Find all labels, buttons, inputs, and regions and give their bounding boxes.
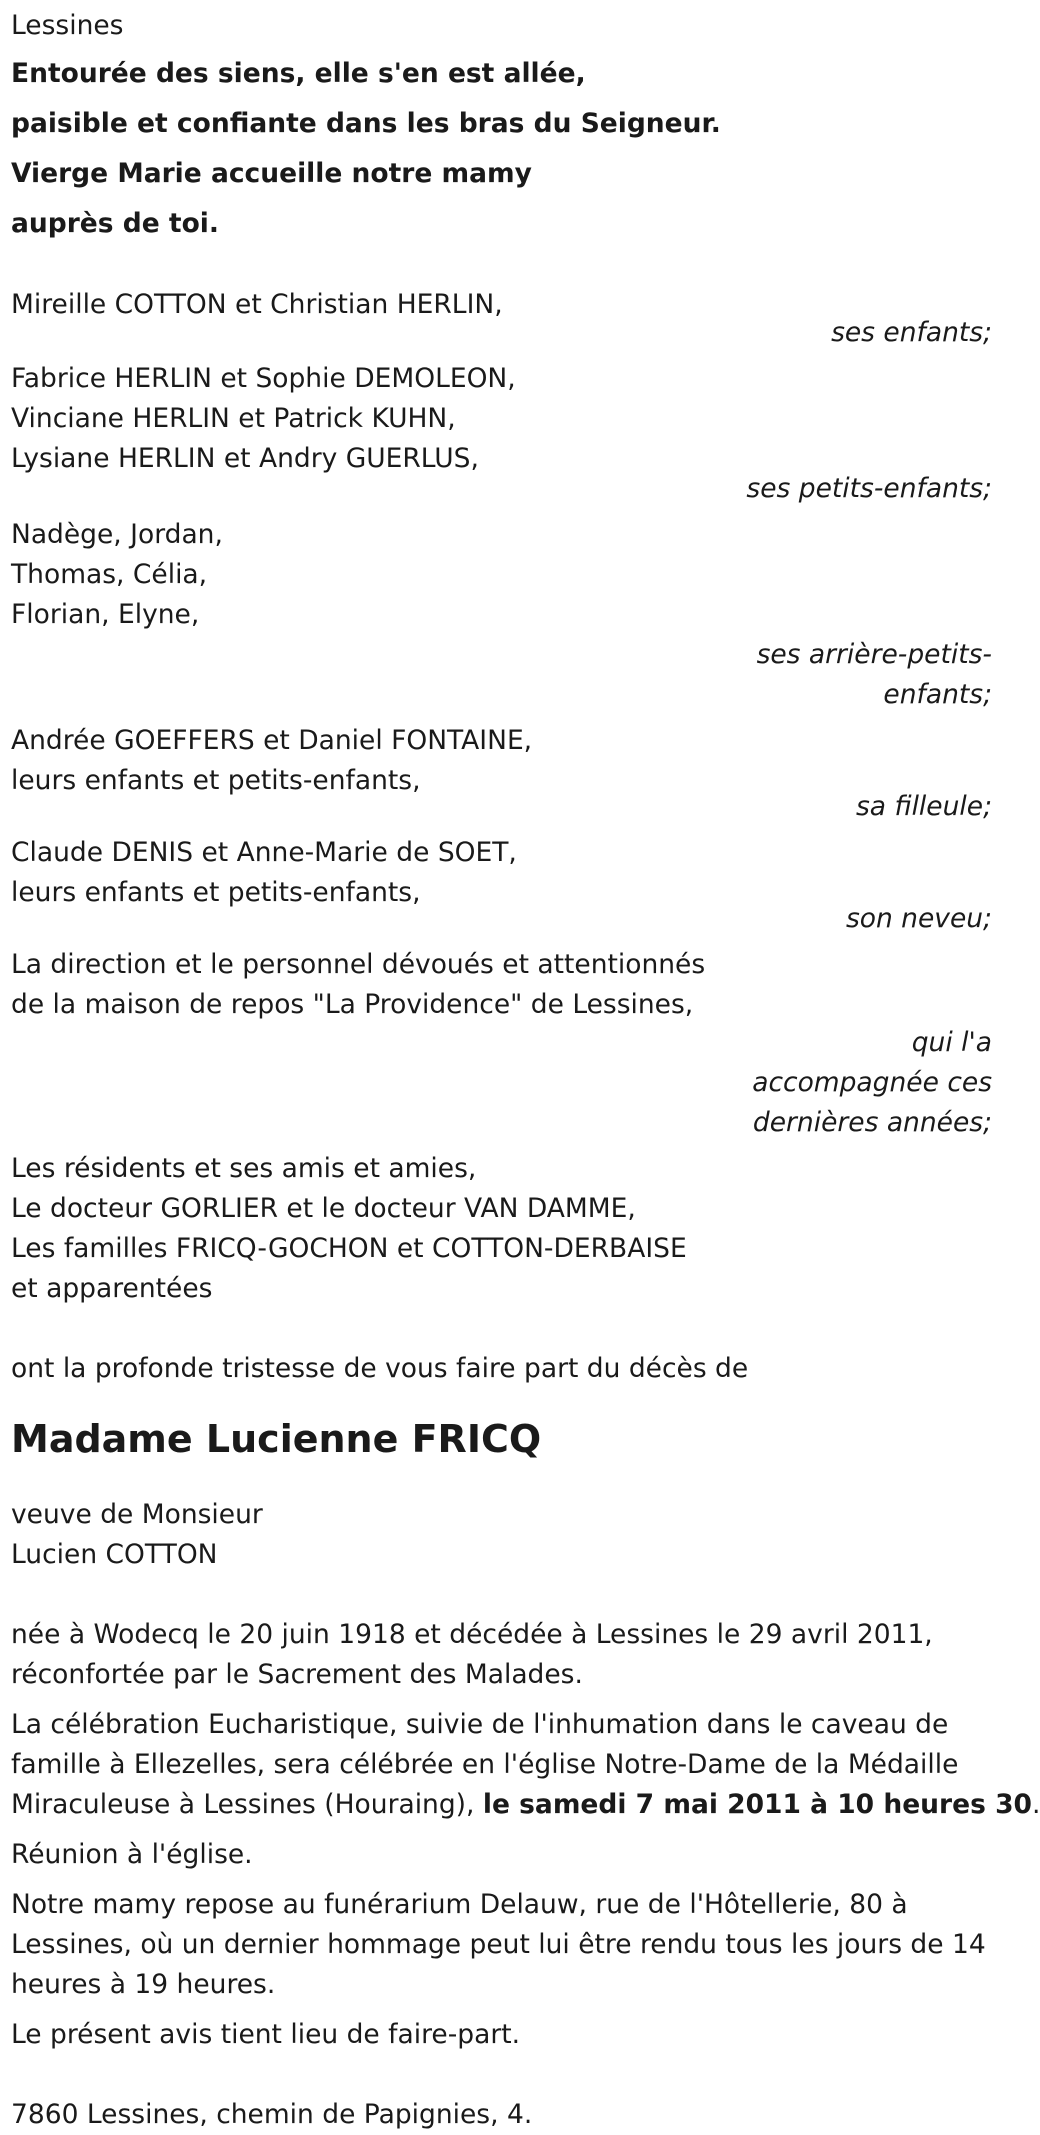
announcement-text: ont la profonde tristesse de vous faire part du décès de: [11, 1353, 749, 1384]
relation-label: dernières années;: [752, 1107, 992, 1138]
family-names: Nadège, Jordan,: [11, 519, 223, 550]
address-text: 7860 Lessines, chemin de Papignies, 4.: [11, 2099, 533, 2130]
deceased-name: Madame Lucienne FRICQ: [11, 1417, 542, 1461]
ceremony-place: Miraculeuse à Lessines (Houraing),: [11, 1789, 483, 1820]
verse-line: Vierge Marie accueille notre mamy: [11, 158, 532, 189]
notice-text: Le présent avis tient lieu de faire-part.: [11, 2019, 521, 2050]
family-group-grandchildren: [11, 359, 992, 504]
family-names: Lysiane HERLIN et Andry GUERLUS,: [11, 443, 479, 474]
ceremony-paragraph: [11, 1705, 1040, 1825]
verse-line: auprès de toi.: [11, 208, 219, 239]
obituary-document: [0, 6, 1040, 2130]
family-group-great-grandchildren: [11, 515, 992, 715]
relation-label: son neveu;: [845, 903, 992, 934]
rest-line: Notre mamy repose au funérarium Delauw, rue de l'Hôtellerie, 80 à: [11, 1889, 908, 1920]
relation-label: accompagnée ces: [752, 1067, 992, 1098]
family-names: et apparentées: [11, 1273, 213, 1304]
family-names: Fabrice HERLIN et Sophie DEMOLEON,: [11, 363, 516, 394]
intro-section: [11, 6, 992, 249]
family-names: leurs enfants et petits-enfants,: [11, 765, 421, 796]
birth-death-paragraph: [11, 1615, 992, 1695]
meeting-text: Réunion à l'église.: [11, 1839, 253, 1870]
ceremony-line: famille à Ellezelles, sera célébrée en l'église Notre-Dame de la Médaille: [11, 1749, 959, 1780]
ceremony-period: .: [1031, 1789, 1040, 1820]
widow-of-line: veuve de Monsieur: [11, 1499, 263, 1530]
family-names: Les résidents et ses amis et amies,: [11, 1153, 477, 1184]
family-group-children: [11, 285, 992, 348]
family-group-goddaughter: [11, 721, 992, 822]
rest-line: heures à 19 heures.: [11, 1969, 276, 2000]
family-names: Vinciane HERLIN et Patrick KUHN,: [11, 403, 456, 434]
relation-label: ses enfants;: [831, 317, 992, 348]
birth-death-line: née à Wodecq le 20 juin 1918 et décédée à Lessines le 29 avril 2011,: [11, 1619, 933, 1650]
relation-label: sa filleule;: [855, 791, 992, 822]
family-names: Thomas, Célia,: [11, 559, 208, 590]
ceremony-line: [11, 1785, 1040, 1825]
widow-of-line: Lucien COTTON: [11, 1539, 218, 1570]
town-name: Lessines: [11, 10, 124, 41]
ceremony-line: La célébration Eucharistique, suivie de l'inhumation dans le caveau de: [11, 1709, 949, 1740]
relation-label: ses arrière-petits-: [756, 639, 992, 670]
ceremony-date: le samedi 7 mai 2011 à 10 heures 30: [482, 1789, 1032, 1820]
family-names: de la maison de repos "La Providence" de Lessines,: [11, 989, 694, 1020]
rest-line: Lessines, où un dernier hommage peut lui être rendu tous les jours de 14: [11, 1929, 986, 1960]
relation-label: ses petits-enfants;: [746, 473, 992, 504]
family-group-care-home: [11, 945, 992, 1143]
verse-line: paisible et confiante dans les bras du Seigneur.: [11, 108, 721, 139]
relation-label: enfants;: [883, 679, 992, 710]
family-names: Andrée GOEFFERS et Daniel FONTAINE,: [11, 725, 533, 756]
family-names: La direction et le personnel dévoués et attentionnés: [11, 949, 706, 980]
family-group-nephew: [11, 833, 992, 934]
rest-paragraph: [11, 1885, 992, 2005]
family-group-friends: [11, 1149, 992, 1309]
verse-line: Entourée des siens, elle s'en est allée,: [11, 58, 586, 89]
family-names: leurs enfants et petits-enfants,: [11, 877, 421, 908]
family-names: Le docteur GORLIER et le docteur VAN DAMME,: [11, 1193, 636, 1224]
family-names: Les familles FRICQ-GOCHON et COTTON-DERBAISE: [11, 1233, 687, 1264]
family-names: Claude DENIS et Anne-Marie de SOET,: [11, 837, 517, 868]
birth-death-line: réconfortée par le Sacrement des Malades.: [11, 1659, 583, 1690]
family-names: Florian, Elyne,: [11, 599, 200, 630]
relation-label: qui l'a: [911, 1027, 992, 1058]
family-names: Mireille COTTON et Christian HERLIN,: [11, 289, 503, 320]
